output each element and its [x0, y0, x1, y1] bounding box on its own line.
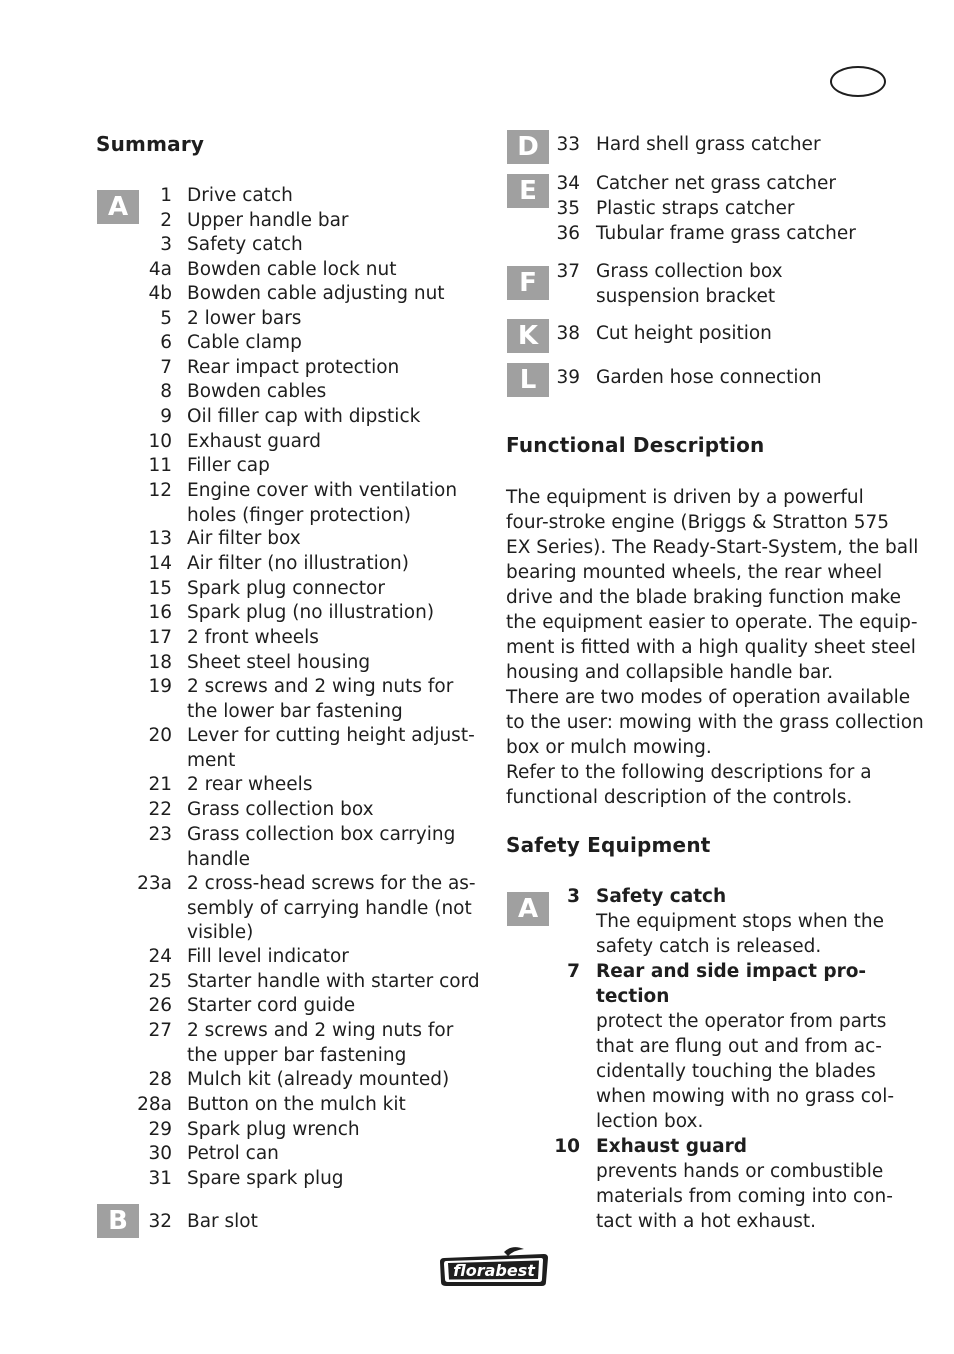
item-number: 13: [148, 528, 172, 549]
badge-a-summary: A: [97, 190, 139, 224]
item-number: 27: [148, 1020, 172, 1041]
item-label: Garden hose connection: [596, 367, 822, 388]
item-label: Petrol can: [187, 1143, 279, 1164]
item-number: 39: [556, 367, 580, 388]
item-number: 29: [148, 1119, 172, 1140]
safety-item-title: Safety catch: [596, 886, 727, 907]
item-number: 14: [148, 553, 172, 574]
paragraph-line: box or mulch mowing.: [506, 737, 712, 758]
badge-l: L: [507, 363, 549, 397]
florabest-logo: [438, 1246, 550, 1288]
item-number: 23a: [137, 873, 172, 894]
item-label: Drive catch: [187, 185, 293, 206]
item-number: 11: [148, 455, 172, 476]
paragraph-line: EX Series). The Ready-Start-System, the ball: [506, 537, 919, 558]
item-number: 19: [148, 676, 172, 697]
item-number: 17: [148, 627, 172, 648]
item-number: 28a: [137, 1094, 172, 1115]
item-label: Bar slot: [187, 1211, 258, 1232]
safety-item-number: 10: [554, 1136, 580, 1157]
safety-item-number: 7: [567, 961, 580, 982]
paragraph-line: bearing mounted wheels, the rear wheel: [506, 562, 883, 583]
safety-item-text: that are flung out and from ac-: [596, 1036, 882, 1057]
paragraph-line: the equipment easier to operate. The equip-: [506, 612, 918, 633]
item-number: 20: [148, 725, 172, 746]
functional-paragraph: [506, 485, 924, 810]
item-label: Upper handle bar: [187, 210, 349, 231]
safety-item-number: 3: [567, 886, 580, 907]
safety-item-text: cidentally touching the blades: [596, 1061, 876, 1082]
item-label: Grass collection box: [187, 799, 374, 820]
safety-item-text: materials from coming into con-: [596, 1186, 893, 1207]
item-number: 26: [148, 995, 172, 1016]
item-label: 2 cross-head screws for the as-sembly of carrying handle (not visible): [187, 873, 476, 944]
item-number: 30: [148, 1143, 172, 1164]
item-label: 2 screws and 2 wing nuts for the lower bar fastening: [187, 676, 454, 722]
logo-text: florabest: [453, 1261, 535, 1280]
item-label: Hard shell grass catcher: [596, 134, 821, 155]
item-label: Air filter (no illustration): [187, 553, 409, 574]
paragraph-line: ment is fitted with a high quality sheet steel: [506, 637, 916, 658]
item-number: 31: [148, 1168, 172, 1189]
item-label: Sheet steel housing: [187, 652, 371, 673]
item-label: Filler cap: [187, 455, 270, 476]
item-number: 2: [160, 210, 172, 231]
safety-item-text: protect the operator from parts: [596, 1011, 887, 1032]
item-label: Cut height position: [596, 323, 772, 344]
safety-item-text: prevents hands or combustible: [596, 1161, 884, 1182]
item-number: 23: [148, 824, 172, 845]
paragraph-line: functional description of the controls.: [506, 787, 853, 808]
item-number: 25: [148, 971, 172, 992]
paragraph-line: There are two modes of operation available: [506, 687, 911, 708]
safety-item: [554, 1134, 893, 1234]
item-number: 4a: [148, 259, 172, 280]
paragraph-line: The equipment is driven by a powerful: [506, 487, 864, 508]
badge-e: E: [507, 174, 549, 208]
safety-item-title: Rear and side impact pro-: [596, 961, 867, 982]
item-label: 2 front wheels: [187, 627, 319, 648]
safety-item-title: tection: [596, 986, 670, 1007]
item-number: 18: [148, 652, 172, 673]
paragraph-line: Refer to the following descriptions for a: [506, 762, 872, 783]
safety-item: [567, 884, 888, 959]
item-label: Engine cover with ventilation holes (finger protection): [187, 480, 458, 526]
item-label: Bowden cables: [187, 381, 327, 402]
item-number: 8: [160, 381, 172, 402]
badge-a-safety: A: [507, 892, 549, 926]
safety-item: [567, 959, 895, 1134]
item-label: Air filter box: [187, 528, 301, 549]
item-label: 2 rear wheels: [187, 774, 313, 795]
item-label: Bowden cable adjusting nut: [187, 283, 445, 304]
item-number: 4b: [148, 283, 172, 304]
safety-item-text: The equipment stops when the: [596, 911, 884, 932]
item-label: Catcher net grass catcher: [596, 173, 837, 194]
item-number: 38: [556, 323, 580, 344]
item-number: 35: [556, 198, 580, 219]
item-number: 1: [160, 185, 172, 206]
badge-f: F: [507, 266, 549, 300]
functional-heading: Functional Description: [506, 433, 765, 457]
item-number: 36: [556, 223, 580, 244]
item-label: Spark plug (no illustration): [187, 602, 435, 623]
item-label: Starter handle with starter cord: [187, 971, 480, 992]
safety-item-text: safety catch is released.: [596, 936, 822, 957]
item-label: 2 screws and 2 wing nuts for the upper bar fastening: [187, 1020, 454, 1066]
item-number: 33: [556, 134, 580, 155]
item-label: Safety catch: [187, 234, 303, 255]
badge-b-summary: B: [97, 1204, 139, 1238]
item-number: 28: [148, 1069, 172, 1090]
paragraph-line: four-stroke engine (Briggs & Stratton 575: [506, 512, 890, 533]
item-label: Spark plug wrench: [187, 1119, 360, 1140]
item-number: 37: [556, 261, 580, 282]
item-label: Button on the mulch kit: [187, 1094, 406, 1115]
item-number: 5: [160, 308, 172, 329]
item-number: 24: [148, 946, 172, 967]
item-number: 12: [148, 480, 172, 501]
paragraph-line: housing and collapsible handle bar.: [506, 662, 834, 683]
item-number: 15: [148, 578, 172, 599]
safety-item-title: Exhaust guard: [596, 1136, 747, 1157]
item-label: 2 lower bars: [187, 308, 302, 329]
item-label: Grass collection box suspension bracket: [596, 261, 783, 307]
item-label: Starter cord guide: [187, 995, 356, 1016]
item-label: Bowden cable lock nut: [187, 259, 397, 280]
item-label: Spare spark plug: [187, 1168, 344, 1189]
item-number: 32: [148, 1211, 172, 1232]
paragraph-line: to the user: mowing with the grass collection: [506, 712, 924, 733]
language-oval: [830, 66, 886, 97]
item-number: 3: [160, 234, 172, 255]
item-number: 16: [148, 602, 172, 623]
item-number: 21: [148, 774, 172, 795]
item-number: 6: [160, 332, 172, 353]
summary-heading: Summary: [96, 132, 205, 156]
item-label: Spark plug connector: [187, 578, 385, 599]
item-label: Lever for cutting height adjust-ment: [187, 725, 475, 771]
item-label: Rear impact protection: [187, 357, 400, 378]
badge-d: D: [507, 130, 549, 164]
item-label: Mulch kit (already mounted): [187, 1069, 450, 1090]
safety-item-text: lection box.: [596, 1111, 704, 1132]
item-label: Exhaust guard: [187, 431, 322, 452]
badge-k: K: [507, 319, 549, 353]
item-number: 7: [160, 357, 172, 378]
item-number: 34: [556, 173, 580, 194]
item-number: 10: [148, 431, 172, 452]
item-label: Oil filler cap with dipstick: [187, 406, 421, 427]
item-label: Plastic straps catcher: [596, 198, 795, 219]
safety-item-text: when mowing with no grass col-: [596, 1086, 895, 1107]
item-label: Fill level indicator: [187, 946, 349, 967]
paragraph-line: drive and the blade braking function make: [506, 587, 901, 608]
safety-heading: Safety Equipment: [506, 833, 711, 857]
item-number: 22: [148, 799, 172, 820]
item-label: Grass collection box carrying handle: [187, 824, 456, 870]
item-number: 9: [160, 406, 172, 427]
item-label: Tubular frame grass catcher: [596, 223, 856, 244]
item-label: Cable clamp: [187, 332, 302, 353]
safety-item-text: tact with a hot exhaust.: [596, 1211, 816, 1232]
